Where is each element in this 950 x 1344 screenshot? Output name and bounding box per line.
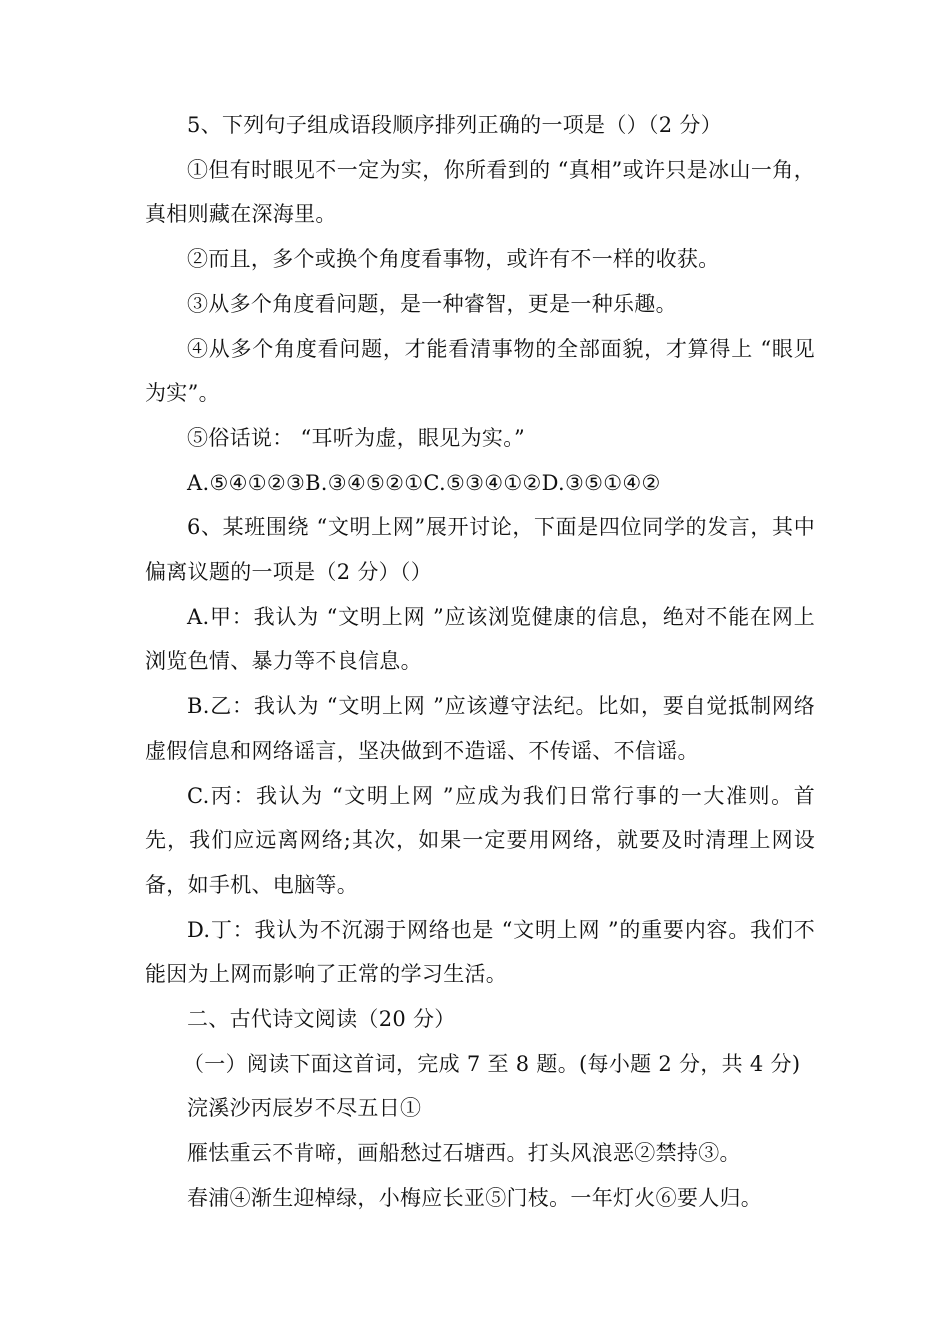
poem-line-1: 雁怯重云不肯啼，画船愁过石塘西。打头风浪恶②禁持③。 — [187, 1141, 741, 1166]
question-6-option-b: B.乙：我认为 “文明上网 ”应该遵守法纪。比如，要自觉抵制网络虚假信息和网络谣言，坚决做到不造谣、不传谣、不信谣。 — [145, 694, 815, 763]
question-6-option-c: C.丙：我认为 “文明上网 ”应成为我们日常行事的一大准则。首先，我们应远离网络;其次，如果一定要用网络，就要及时清理上网设备，如手机、电脑等。 — [145, 783, 815, 897]
sentence-1: ①但有时眼见不一定为实，你所看到的 “真相”或许只是冰山一角，真相则藏在深海里。 — [145, 157, 815, 227]
sentence-3: ③从多个角度看问题，是一种睿智，更是一种乐趣。 — [187, 291, 677, 316]
document-body — [145, 103, 815, 1221]
sentence-4: ④从多个角度看问题，才能看清事物的全部面貌，才算得上 “眼见为实”。 — [145, 336, 815, 406]
sentence-2: ②而且，多个或换个角度看事物，或许有不一样的收获。 — [187, 247, 720, 272]
question-5-options: A.⑤④①②③B.③④⑤②①C.⑤③④①②D.③⑤①④② — [187, 470, 661, 495]
section-heading: 二、古代诗文阅读（20 分） — [187, 1007, 456, 1032]
question-5-stem: 5、下列句子组成语段顺序排列正确的一项是（）（2 分） — [187, 113, 722, 137]
poem-title: 浣溪沙丙辰岁不尽五日① — [187, 1096, 422, 1121]
poem-line-2: 春浦④渐生迎棹绿，小梅应长亚⑤门枝。一年灯火⑥要人归。 — [187, 1185, 763, 1210]
subsection-instruction: （一）阅读下面这首词，完成 7 至 8 题。(每小题 2 分，共 4 分) — [183, 1051, 801, 1076]
sentence-5: ⑤俗话说： “耳听为虚，眼见为实。” — [187, 425, 526, 450]
question-6-stem: 6、某班围绕 “文明上网”展开讨论，下面是四位同学的发言，其中偏离议题的一项是（2 分）（） — [145, 515, 815, 585]
question-6-option-a: A.甲：我认为 “文明上网 ”应该浏览健康的信息，绝对不能在网上浏览色情、暴力等不良信息。 — [145, 604, 815, 674]
question-6-option-d: D.丁：我认为不沉溺于网络也是 “文明上网 ”的重要内容。我们不能因为上网而影响了正常的学习生活。 — [145, 917, 815, 987]
